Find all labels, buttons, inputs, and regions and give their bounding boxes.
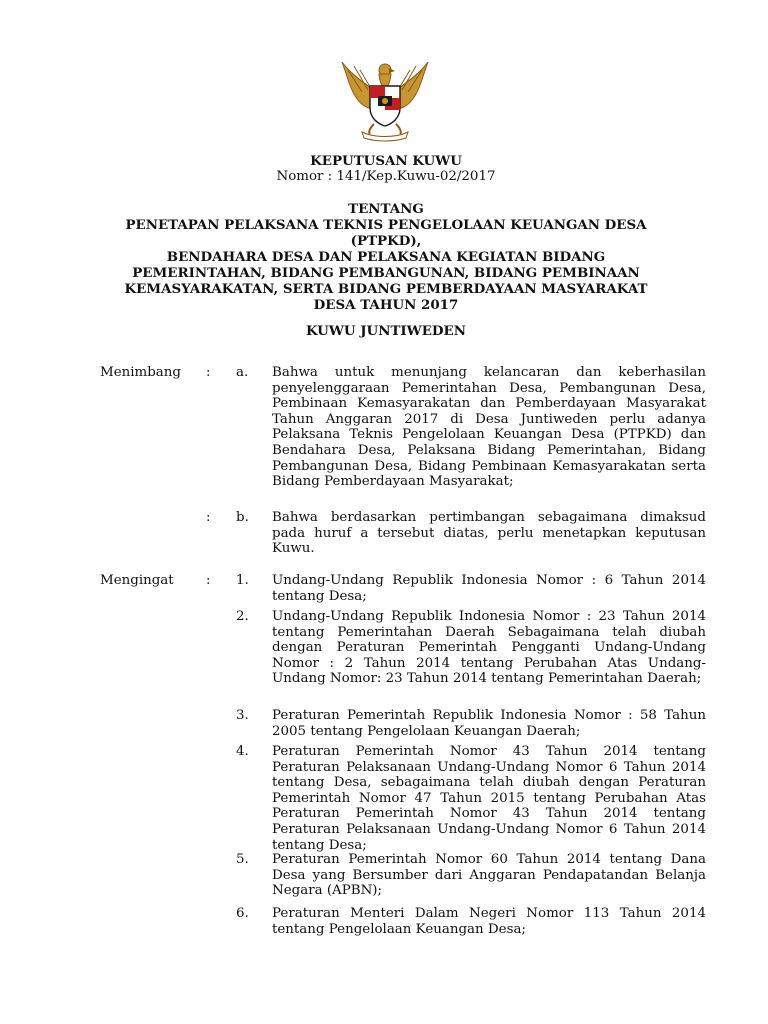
item-marker: 5. <box>236 852 249 867</box>
issuing-official: KUWU JUNTIWEDEN <box>305 323 466 339</box>
subject-line: BENDAHARA DESA DAN PELAKSANA KEGIATAN BIDANG <box>166 249 606 265</box>
subject-line: PENETAPAN PELAKSANA TEKNIS PENGELOLAAN KEUANGAN DESA <box>125 217 647 233</box>
menimbang-item-a: Bahwa untuk menunjang kelancaran dan keberhasilan penyelenggaraan Pemerintahan Desa, Pembangunan Desa, Pembinaan Kemasyarakatan dan Pemberdayaan Masyarakat Tahun Anggaran 2017 di Desa Juntiweden perlu adanya Pelaksana Teknis Pengelolaan Keuangan Desa (PTPKD) dan Bendahara Desa, Pelaksana Bidang Pemerintahan, Bidang Pembangunan Desa, Bidang Pembinaan Kemasyarakatan serta Bidang Pemberdayaan Masyarakat; <box>272 365 706 490</box>
subject-line: KEMASYARAKATAN, SERTA BIDANG PEMBERDAYAAN MASYARAKAT <box>124 281 648 297</box>
mengingat-item-6: Peraturan Menteri Dalam Negeri Nomor 113 Tahun 2014 tentang Pengelolaan Keuangan Desa; <box>272 906 706 937</box>
menimbang-label: Menimbang <box>100 365 181 380</box>
subject-line: PEMERINTAHAN, BIDANG PEMBANGUNAN, BIDANG PEMBINAAN <box>132 265 640 281</box>
mengingat-item-5: Peraturan Pemerintah Nomor 60 Tahun 2014 tentang Dana Desa yang Bersumber dari Anggaran Pendapatandan Belanja Negara (APBN); <box>272 852 706 899</box>
tentang-heading: TENTANG <box>348 201 424 217</box>
decree-subject <box>96 217 676 313</box>
item-marker: 2. <box>236 609 249 624</box>
item-marker: 3. <box>236 708 249 723</box>
item-marker: b. <box>236 510 249 525</box>
item-marker: 1. <box>236 573 249 588</box>
colon: : <box>206 573 211 588</box>
item-marker: a. <box>236 365 249 380</box>
colon: : <box>206 510 211 525</box>
mengingat-item-2: Undang-Undang Republik Indonesia Nomor : 23 Tahun 2014 tentang Pemerintahan Daerah Sebagaimana telah diubah dengan Peraturan Pemerintah Pengganti Undang-Undang Nomor : 2 Tahun 2014 tentang Perubahan Atas Undang-Undang Nomor: 23 Tahun 2014 tentang Pemerintahan Daerah; <box>272 609 706 687</box>
colon: : <box>206 365 211 380</box>
menimbang-item-b: Bahwa berdasarkan pertimbangan sebagaimana dimaksud pada huruf a tersebut diatas, perlu menetapkan keputusan Kuwu. <box>272 510 706 557</box>
mengingat-label: Mengingat <box>100 573 174 588</box>
item-marker: 4. <box>236 744 249 759</box>
garuda-pancasila-emblem-icon <box>340 56 430 142</box>
mengingat-item-1: Undang-Undang Republik Indonesia Nomor : 6 Tahun 2014 tentang Desa; <box>272 573 706 604</box>
item-marker: 6. <box>236 906 249 921</box>
mengingat-item-3: Peraturan Pemerintah Republik Indonesia Nomor : 58 Tahun 2005 tentang Pengelolaan Keuangan Daerah; <box>272 708 706 739</box>
subject-line: (PTPKD), <box>350 233 422 249</box>
subject-line: DESA TAHUN 2017 <box>313 297 459 313</box>
decree-number: Nomor : 141/Kep.Kuwu-02/2017 <box>276 169 496 184</box>
decree-title: KEPUTUSAN KUWU <box>310 153 462 169</box>
mengingat-item-4: Peraturan Pemerintah Nomor 43 Tahun 2014 tentang Peraturan Pelaksanaan Undang-Undang Nomor 6 Tahun 2014 tentang Desa, sebagaimana telah diubah dengan Peraturan Pemerintah Nomor 47 Tahun 2015 tentang Perubahan Atas Peraturan Pemerintah Nomor 43 Tahun 2014 tentang Peraturan Pelaksanaan Undang-Undang Nomor 6 Tahun 2014 tentang Desa; <box>272 744 706 853</box>
